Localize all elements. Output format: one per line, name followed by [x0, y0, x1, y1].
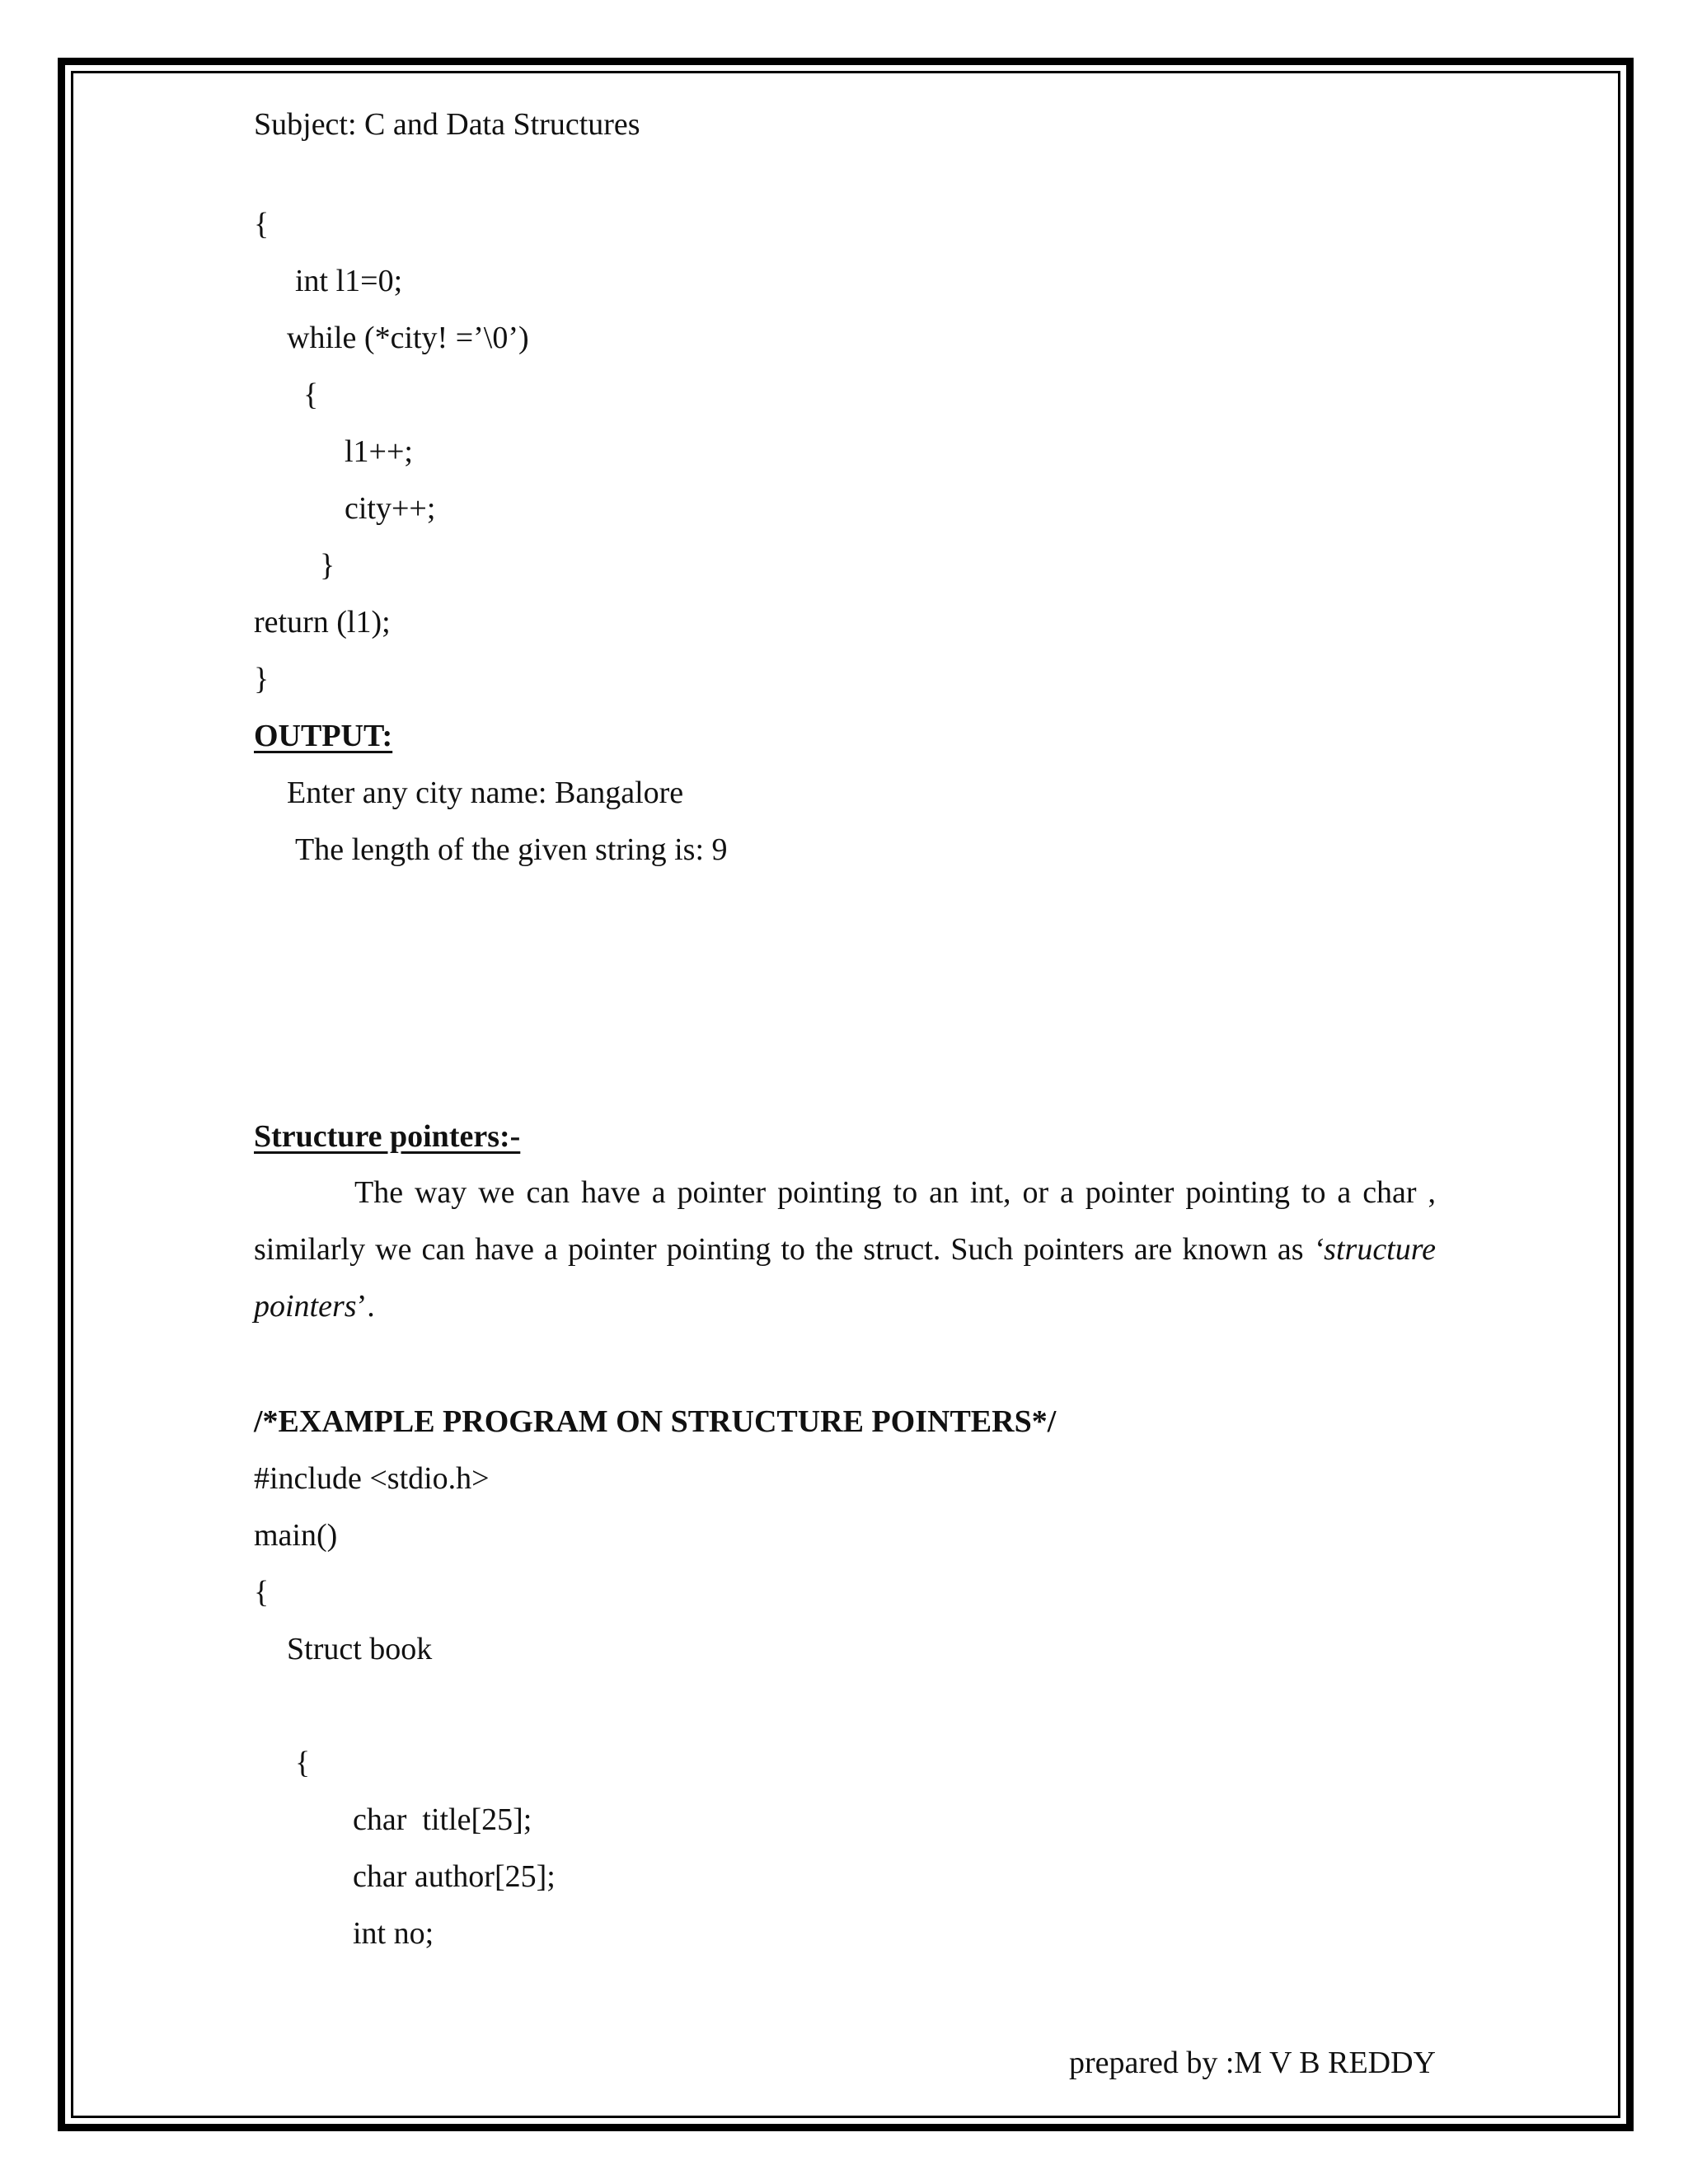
paragraph-text: The way we can have a pointer pointing to an int, or a pointer pointing to a char , similarly we can have a pointer pointing to the struct. Such pointers are known as — [254, 1175, 1436, 1267]
code-line: int no; — [353, 1916, 434, 1951]
output-heading: OUTPUT: — [254, 719, 393, 753]
code-line: l1++; — [345, 434, 413, 469]
output-line: Enter any city name: Bangalore — [287, 776, 684, 810]
code-line: } — [320, 548, 335, 583]
code-line: city++; — [345, 491, 436, 526]
output-line: The length of the given string is: 9 — [295, 832, 728, 867]
code-line: { — [254, 1575, 270, 1610]
paragraph-end: ’. — [356, 1289, 375, 1324]
code-line: char title[25]; — [353, 1802, 532, 1837]
code-line: int l1=0; — [295, 264, 403, 298]
subject-header: Subject: C and Data Structures — [254, 107, 640, 142]
section-heading: Structure pointers:- — [254, 1119, 521, 1154]
code-line: Struct book — [287, 1632, 433, 1666]
code-line: char author[25]; — [353, 1859, 556, 1894]
example-heading: /*EXAMPLE PROGRAM ON STRUCTURE POINTERS*/ — [254, 1404, 1057, 1439]
paragraph-italic-term: ‘structure pointers — [254, 1232, 1436, 1324]
code-line: { — [295, 1746, 311, 1780]
code-line: return (l1); — [254, 605, 391, 640]
code-line: { — [303, 377, 319, 412]
prepared-by-footer: prepared by :M V B REDDY — [1068, 2046, 1436, 2080]
code-line: #include <stdio.h> — [254, 1461, 490, 1496]
structure-pointers-paragraph — [254, 1165, 1436, 1335]
code-line: { — [254, 207, 270, 241]
code-line: } — [254, 662, 270, 696]
code-line: main() — [254, 1518, 338, 1553]
code-line: while (*city! =’\0’) — [287, 321, 529, 355]
